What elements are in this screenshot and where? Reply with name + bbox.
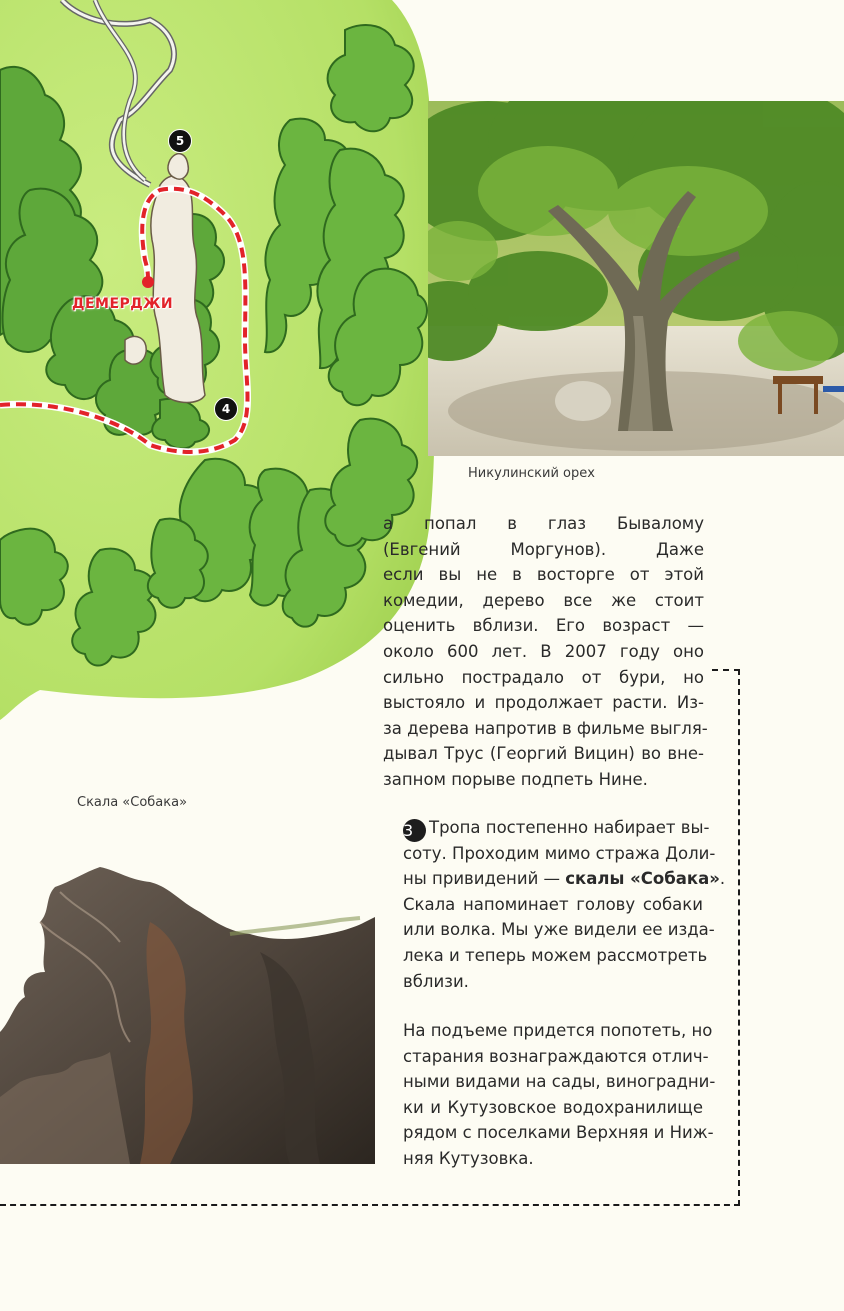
- paragraph-dog-rock: [403, 815, 726, 994]
- tree-photo-caption: Никулинский орех: [468, 466, 595, 481]
- text-line: ки и Кутузовское водохранилище: [403, 1097, 703, 1117]
- walnut-tree-image: [428, 101, 844, 456]
- text-line: На подъеме придется попотеть, но: [403, 1021, 713, 1040]
- map-marker-5: 5: [168, 129, 192, 153]
- text-line: а попал в глаз Бывалому: [383, 514, 704, 533]
- paragraph-ascent: [403, 1018, 716, 1172]
- text-line: за дерева напротив в фильме выгля-: [383, 718, 708, 738]
- text-line: дывал Трус (Георгий Вицин) во вне-: [383, 744, 704, 764]
- text-line: ными видами на сады, виноградни-: [403, 1072, 716, 1092]
- map-marker-4: 4: [214, 397, 238, 421]
- dashed-frame-right: [738, 669, 740, 1206]
- dog-rock-image: [0, 822, 375, 1164]
- walnut-tree-photo: [428, 101, 844, 456]
- highlight-dog-rock: скалы «Собака»: [565, 869, 720, 889]
- dog-rock-photo: [0, 822, 375, 1164]
- text-line: Скала напоминает голову собаки: [403, 894, 703, 914]
- route-start-dot: [142, 276, 154, 288]
- paragraph-walnut-tree: [383, 511, 708, 793]
- text-line: соту. Проходим мимо стража Доли-: [403, 843, 716, 863]
- text-line: запном порыве подпеть Нине.: [383, 769, 648, 789]
- dashed-frame-bottom: [0, 1204, 740, 1206]
- text-line: няя Кутузовка.: [403, 1148, 534, 1168]
- text-line: вблизи.: [403, 971, 469, 991]
- map-place-label: ДЕМЕРДЖИ: [72, 296, 174, 312]
- text-line: комедии, дерево все же стоит: [383, 590, 704, 610]
- text-line: или волка. Мы уже видели ее изда-: [403, 920, 715, 940]
- text-line: 3 Тропа постепенно набирает вы-: [403, 818, 710, 840]
- dashed-frame-top: [712, 669, 740, 671]
- text-line: старания вознаграждаются отлич-: [403, 1046, 709, 1066]
- step-number-badge: 3: [403, 819, 426, 842]
- text-line: лека и теперь можем рассмотреть: [403, 945, 708, 965]
- text-line: (Евгений Моргунов). Даже: [383, 539, 704, 559]
- text-line: ны привидений — скалы «Собака».: [403, 869, 726, 889]
- rock-photo-caption: Скала «Собака»: [77, 795, 188, 810]
- text-line: рядом с поселками Верхняя и Ниж-: [403, 1123, 714, 1143]
- text-line: сильно пострадало от бури, но: [383, 667, 704, 687]
- text-line: если вы не в восторге от этой: [383, 565, 704, 585]
- text-line: выстояло и продолжает расти. Из-: [383, 693, 704, 713]
- text-line: оценить вблизи. Его возраст —: [383, 616, 704, 636]
- text-line: около 600 лет. В 2007 году оно: [383, 641, 704, 661]
